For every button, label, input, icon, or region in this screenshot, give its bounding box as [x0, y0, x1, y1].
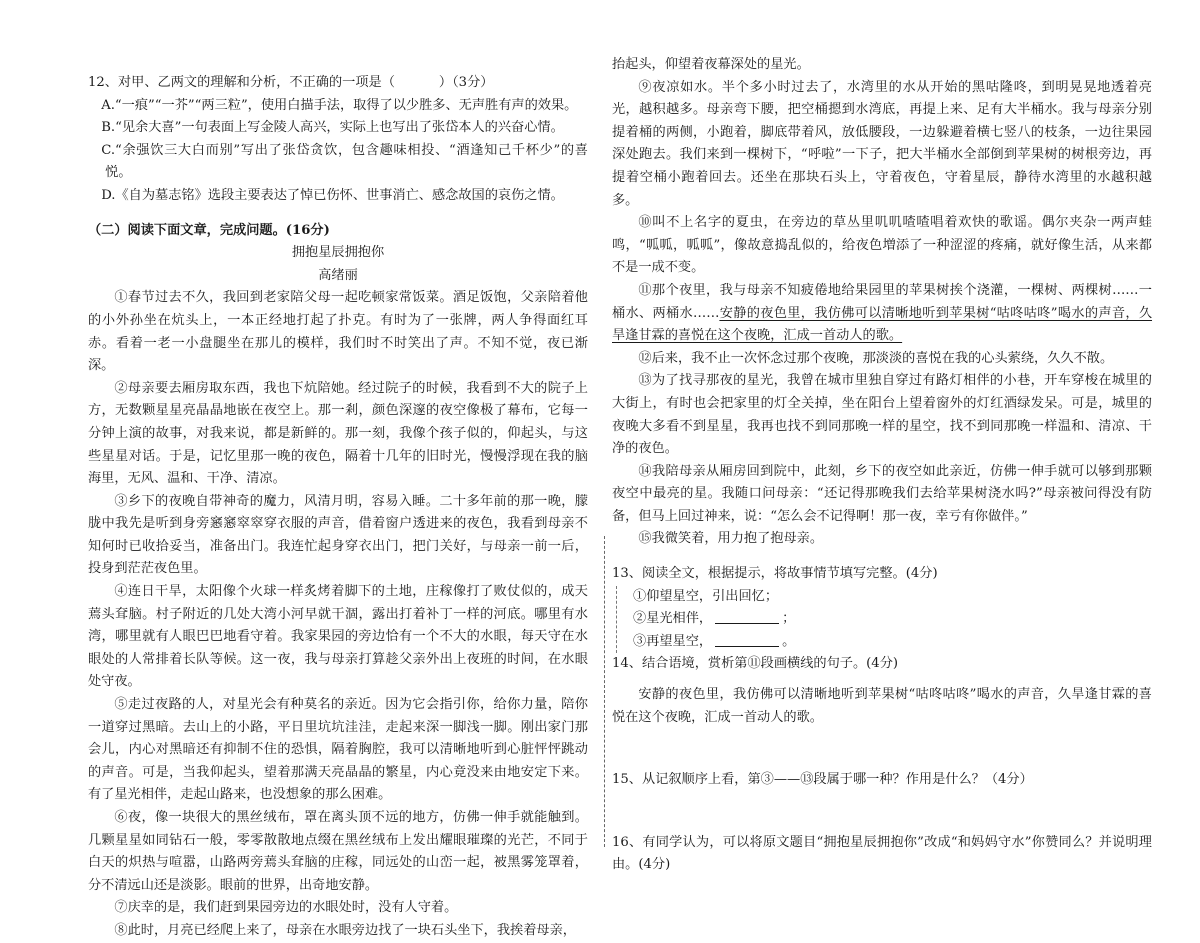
paragraph-9: ⑨夜凉如水。半个多小时过去了，水湾里的水从开始的黑咕隆咚，到明晃晃地透着亮光，越积越多。母亲弯下腰，把空桶摁到水湾底，再提上来、足有大半桶水。我与母亲分别提着桶的两侧，小跑着，脚底带着风，放低腰段，一边躲避着横七竖八的枝条，一边往果园深处跑去。我们来到一棵树下，“呼啦”一下子，把大半桶水全部倒到苹果树的树根旁边，再提着空桶小跑着回去。还坐在那块石头上，守着夜色，守着星辰，静待水湾里的水越积越多。	[612, 79, 1152, 208]
paragraph-4: ④连日干旱，太阳像个火球一样炙烤着脚下的土地，庄稼像打了败仗似的，成天蔫头耷脑。村子附近的几处大湾小河早就干涸，露出打着补丁一样的河底。哪里有水湾，哪里就有人眼巴巴地看守着。我家果园的旁边恰有一个不大的水眼，每天守在水眼处的人常排着长队等候。这一夜，我与母亲打算趁父亲外出上夜班的时间，在水眼处守夜。	[88, 584, 588, 690]
right-column	[612, 54, 1152, 877]
q12-stem-text: 12、对甲、乙两文的理解和分析，不正确的一项是（	[88, 75, 395, 90]
q12-option-b: B.“见余大喜”一句表面上写金陵人高兴，实际上也写出了张岱本人的兴奋心情。	[101, 120, 564, 136]
q13-item-2-punct: ；	[782, 611, 796, 627]
spacer	[612, 551, 1152, 563]
q12-stem	[88, 72, 588, 95]
section2-heading: （二）阅读下面文章，完成问题。(16分)	[88, 222, 330, 238]
article-title: 拥抱星辰拥抱你	[291, 245, 385, 261]
q13-item-3-text: ③再望星空，	[633, 633, 713, 649]
q14-answer-space[interactable]	[612, 729, 1152, 769]
paragraph-15: ⑮我微笑着，用力抱了抱母亲。	[638, 531, 824, 547]
paragraph-2: ②母亲要去厢房取东西，我也下炕陪她。经过院子的时候，我看到不大的院子上方，无数颗星星亮晶晶地嵌在夜空上。那一剎，颜色深邃的夜空像极了幕布，它每一分钟上演的故事，对我来说，都是新鲜的。那一刻，我像个孩子似的，仰起头，与这些星星对话。于是，记忆里那一晚的夜色，隔着十几年的旧时光，慢慢浮现在我的脑海里，无风、温和、干净、清凉。	[88, 380, 588, 487]
q13-blank-3[interactable]	[715, 632, 779, 647]
q12-score: ）（3分）	[438, 75, 494, 90]
paragraph-1: ①春节过去不久，我回到老家陪父母一起吃顿家常饭菜。酒足饭饱，父亲陪着他的小外孙坐在炕头上，一本正经地打起了扑克。有时为了一张牌，两人争得面红耳赤。看着一老一小盘腿坐在那儿的模样，我们时不时笑出了声。不知不觉，夜已渐深。	[88, 290, 588, 374]
spacer	[88, 208, 588, 220]
q15-stem: 15、从记叙顺序上看，第③——⑬段属于哪一种？作用是什么？（4分）	[612, 772, 1033, 788]
paragraph-11-underlined-sentence: 安静的夜色里，我仿佛可以清晰地听到苹果树“咕咚咕咚”喝水的声音，久旱逢甘霖的喜悦在这个夜晚，汇成一首动人的歌。	[612, 305, 1153, 344]
q13-answer-area	[616, 586, 1152, 654]
q12-option-a: A.“一痕”“一芥”“两三粒”，使用白描手法，取得了以少胜多、无声胜有声的效果。	[101, 97, 578, 113]
left-column	[88, 72, 588, 943]
paragraph-11-text: ⑪那个夜里，我与母亲不知疲倦地给果园里的苹果树挨个浇灌，一棵树、两棵树……一桶水、两桶水……	[612, 282, 1152, 321]
q13-item-3-punct: 。	[782, 633, 796, 649]
article-author: 高绪丽	[318, 267, 358, 283]
paragraph-11	[612, 280, 1152, 348]
paragraph-14: ⑭我陪母亲从厢房回到院中，此刻，乡下的夜空如此亲近，仿佛一伸手就可以够到那颗夜空中最亮的星。我随口问母亲：“还记得那晚我们去给苹果树浇水吗?”母亲被问得没有防备，但马上回过神来，说：“怎么会不记得啊！那一夜，幸亏有你做伴。”	[612, 463, 1152, 524]
paragraph-6: ⑥夜，像一块很大的黑丝绒布，罩在离头顶不远的地方，仿佛一伸手就能触到。几颗星星如同钻石一般，零零散散地点缀在黑丝绒布上发出耀眼璀璨的光芒，不同于白天的炽热与喧嚣，山路两旁蔫头耷脑的庄稼，同远处的山峦一起，被黑雾笼罩着，分不清远山还是淡影。眼前的世界，出奇地安静。	[88, 810, 588, 893]
paragraph-8: ⑧此时，月亮已经爬上来了，母亲在水眼旁边找了一块石头坐下，我挨着母亲，	[114, 922, 576, 938]
q14-quote: 安静的夜色里，我仿佛可以清晰地听到苹果树“咕咚咕咚”喝水的声音，久旱逢甘霖的喜悦在这个夜晚，汇成一首动人的歌。	[612, 687, 1152, 725]
q15-answer-space[interactable]	[612, 792, 1152, 832]
q12-option-c: C.“余强饮三大白而别”写出了张岱贪饮，包含趣味相投、“酒逢知己千杯少”的喜悦。	[101, 142, 588, 181]
paragraph-7: ⑦庆幸的是，我们赶到果园旁边的水眼处时，没有人守着。	[114, 900, 458, 916]
q13-item-1: ①仰望星空，引出回忆；	[633, 588, 779, 604]
q12-option-d: D.《自为墓志铭》选段主要表达了悼已伤怀、世事消亡、感念故国的哀伤之情。	[101, 187, 564, 203]
q13-blank-2[interactable]	[715, 609, 779, 624]
paragraph-3: ③乡下的夜晚自带神奇的魔力，风清月明，容易入睡。二十多年前的那一晚，朦胧中我先是听到身旁窸窸窣窣穿衣服的声音，借着窗户透进来的夜色，我看到母亲不知何时已收拾妥当，准备出门。我连忙起身穿衣出门，把门关好，与母亲一前一后，投身到茫茫夜色里。	[88, 493, 588, 577]
paragraph-10: ⑩叫不上名字的夏虫，在旁边的草丛里叽叽喳喳唱着欢快的歌谣。偶尔夹杂一两声蛙鸣，“呱呱，呱呱”，像故意捣乱似的，给夜色増添了一种涩涩的疼痛，就好像生活，从来都不是一成不变。	[612, 215, 1152, 276]
paragraph-13: ⑬为了找寻那夜的星光，我曾在城市里独自穿过有路灯相伴的小巷，开车穿梭在城里的大街上，有时也会把家里的灯全关掉，坐在阳台上望着窗外的灯红酒绿发呆。可是，城里的夜晚大多看不到星星，我再也找不到同那晚一样的星空，找不到同那晚一样温和、清凉、干净的夜色。	[612, 373, 1152, 457]
q13-item-2-text: ②星光相伴，	[633, 611, 713, 627]
spacer	[612, 676, 1152, 684]
q16-stem: 16、有同学认为，可以将原文题目“拥抱星辰拥抱你”改成“和妈妈守水”你赞同么？并说明理由。(4分)	[612, 834, 1152, 873]
q13-item-2	[623, 608, 1152, 631]
paragraph-5: ⑤走过夜路的人，对星光会有种莫名的亲近。因为它会指引你，给你力量，陪你一道穿过黑暗。去山上的小路，平日里坑坑洼洼，走起来深一脚浅一脚。刚出家门那会儿，内心对黑暗还有抑制不住的恐惧，隔着胸腔，我可以清晰地听到心脏怦怦跳动的声音。可是，当我仰起头，望着那满天亮晶晶的繁星，内心竟没来由地安定下来。有了星光相伴，走起山路来，也没想象的那么困难。	[88, 697, 588, 803]
column-divider-dashed	[604, 536, 605, 847]
q13-stem: 13、阅读全文，根据提示，将故事情节填写完整。(4分)	[612, 566, 938, 582]
paragraph-8-continued: 抬起头，仰望着夜幕深处的星光。	[612, 57, 810, 72]
q14-stem: 14、结合语境，赏析第⑪段画横线的句子。(4分)	[612, 656, 899, 672]
q13-item-3	[623, 631, 1152, 654]
paragraph-12: ⑫后来，我不止一次怀念过那个夜晚，那淡淡的喜悦在我的心头萦绕，久久不散。	[638, 350, 1114, 366]
